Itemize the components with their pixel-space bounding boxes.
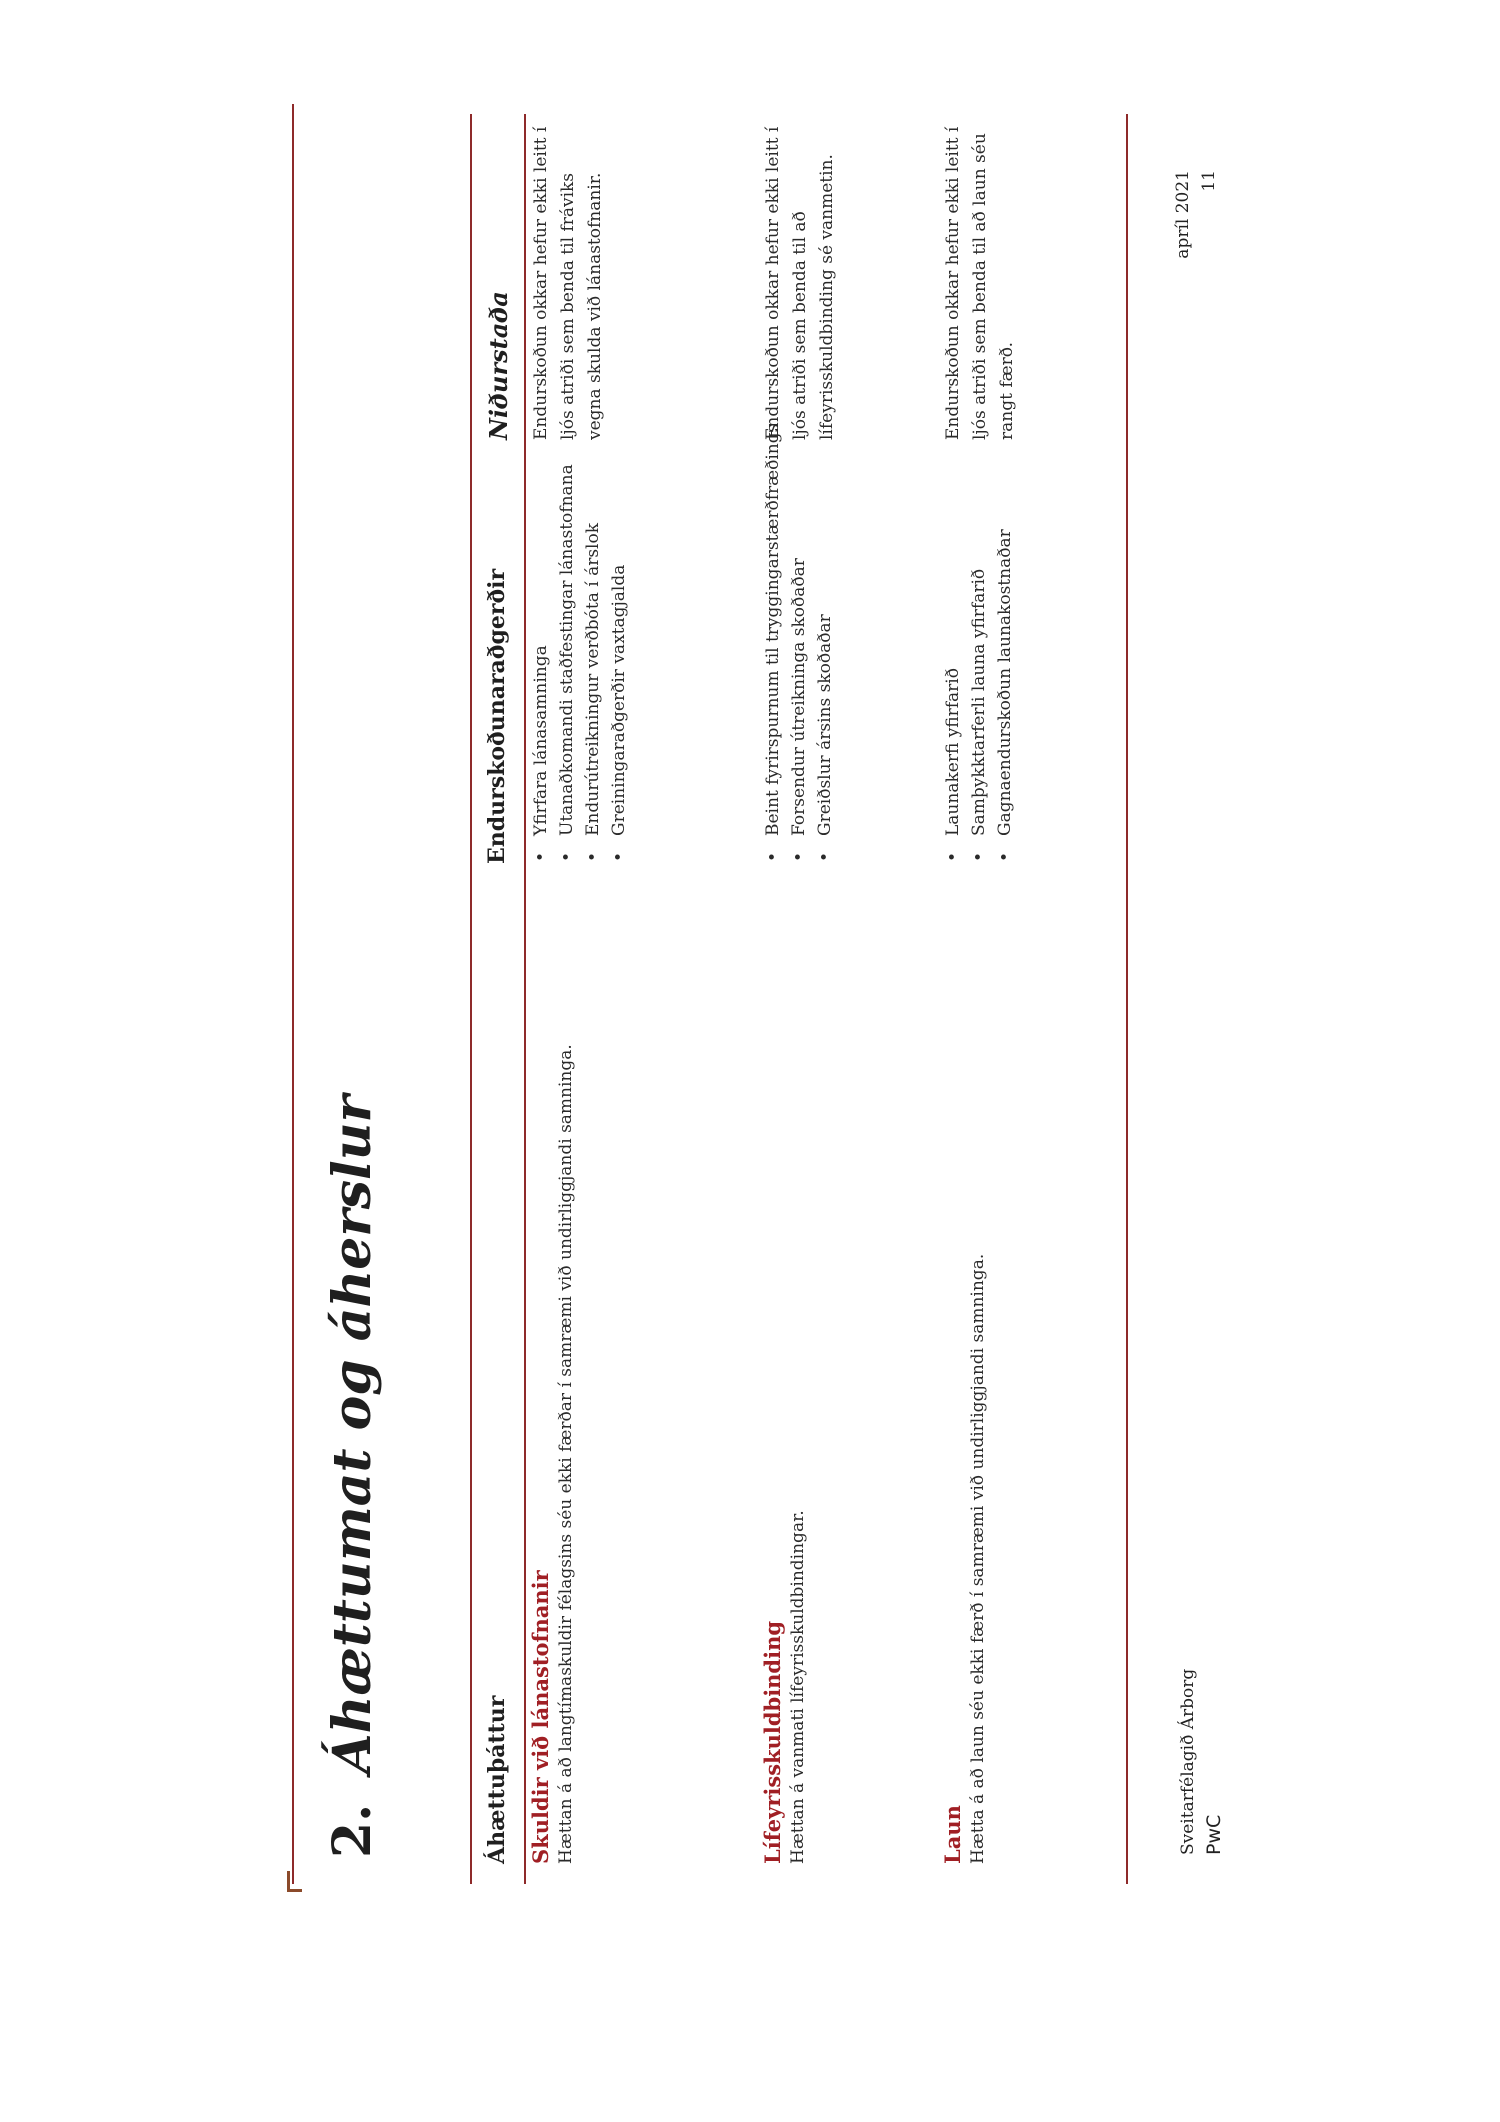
- header-risk: Áhættuþáttur: [484, 1695, 510, 1864]
- result-cell: Endurskoðun okkar hefur ekki leitt í ljós atriði sem benda til að lífeyrisskuldbinding sé vanmetin.: [763, 126, 837, 440]
- table-header: [470, 114, 526, 1884]
- top-rule: [292, 104, 294, 1884]
- corner-mark: [287, 1871, 302, 1892]
- risk-description: Hættan á að langtímaskuldir félagsins séu ekki færðar í samræmi við undirliggjandi samninga.: [556, 1044, 576, 1864]
- result-cell: Endurskoðun okkar hefur ekki leitt í ljós atriði sem benda til fráviks vegna skulda við lánastofnanir.: [531, 126, 605, 440]
- procedure-item: • Greiningaraðgerðir vaxtagjalda: [606, 464, 632, 864]
- procedure-list: [528, 464, 632, 864]
- procedure-item: • Samþykktarferli launa yfirfarið: [966, 464, 992, 864]
- procedure-item: • Greiðslur ársins skoðaðar: [812, 464, 838, 864]
- footer-right: [1170, 170, 1222, 450]
- procedure-item: • Yfirfara lánasamninga: [528, 464, 554, 864]
- procedure-item: • Forsendur útreikninga skoðaðar: [786, 464, 812, 864]
- procedure-list: [940, 464, 1018, 864]
- client-name: Sveitarfélagið Árborg: [1178, 1668, 1198, 1855]
- report-date: apríl 2021: [1173, 170, 1193, 259]
- page-number: 11: [1199, 170, 1219, 192]
- footer-left: [1175, 1669, 1227, 1855]
- page-title: [322, 1095, 383, 1858]
- bottom-rule: [1126, 114, 1128, 1884]
- risk-description: Hætta á að laun séu ekki færð í samræmi við undirliggjandi samninga.: [968, 1253, 988, 1864]
- risk-cell: [760, 904, 811, 1864]
- result-cell: Endurskoðun okkar hefur ekki leitt í ljós atriði sem benda til að laun séu rangt færð.: [943, 126, 1017, 440]
- procedure-item: • Launakerfi yfirfarið: [940, 464, 966, 864]
- procedure-item: • Gagnaendurskoðun launakostnaðar: [992, 464, 1018, 864]
- risk-title: Lífeyrisskuldbinding: [760, 1620, 785, 1864]
- procedure-item: • Beint fyrirspurnum til tryggingarstærðfræðings: [760, 464, 786, 864]
- risk-title: Laun: [940, 1805, 965, 1864]
- header-result: Niðurstaða: [484, 291, 513, 440]
- risk-cell: [940, 904, 991, 1864]
- section-title: Áhættumat og áherslur: [322, 1095, 383, 1774]
- procedure-list: [760, 423, 838, 864]
- rotated-slide: [0, 110, 1300, 2010]
- header-procedures: Endurskoðunaraðgerðir: [484, 568, 510, 864]
- procedure-item: • Utanaðkomandi staðfestingar lánastofnana: [554, 464, 580, 864]
- risk-description: Hættan á vanmati lífeyrisskuldbindingar.: [788, 1510, 808, 1864]
- firm-name: PwC: [1203, 1814, 1225, 1855]
- risk-title: Skuldir við lánastofnanir: [528, 1570, 553, 1864]
- risk-table: [470, 114, 1017, 1884]
- section-number: 2.: [322, 1803, 383, 1858]
- procedure-item: • Endurútreikningur verðbóta í árslok: [580, 464, 606, 864]
- risk-cell: [528, 904, 579, 1864]
